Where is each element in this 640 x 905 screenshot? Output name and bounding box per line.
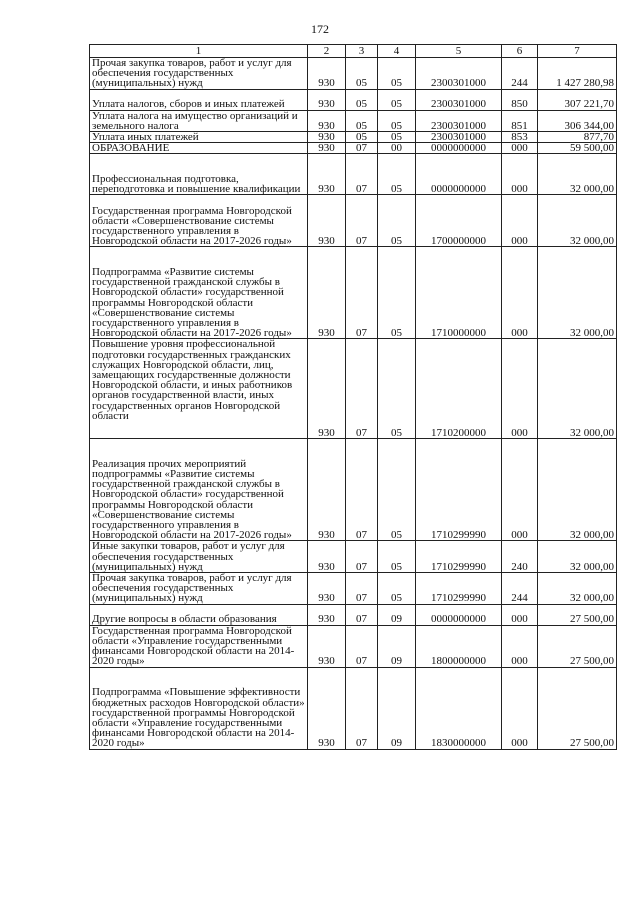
cell-target: 1710299990 bbox=[416, 439, 502, 541]
cell-section: 07 bbox=[346, 541, 378, 573]
cell-code: 930 bbox=[308, 439, 346, 541]
cell-section: 07 bbox=[346, 439, 378, 541]
row-name: Профессиональная подготовка, переподготовка и повышение квалификации bbox=[90, 154, 308, 195]
row-name: Иные закупки товаров, работ и услуг для обеспечения государственных (муниципальных) нужд bbox=[90, 541, 308, 573]
cell-target: 1700000000 bbox=[416, 195, 502, 247]
cell-type: 000 bbox=[502, 604, 538, 625]
cell-subsection: 05 bbox=[378, 132, 416, 143]
row-name: ОБРАЗОВАНИЕ bbox=[90, 143, 308, 154]
cell-type: 850 bbox=[502, 89, 538, 110]
cell-subsection: 05 bbox=[378, 541, 416, 573]
row-name: Государственная программа Новгородской области «Управление государственными финансами Новгородской области на 2014-2020 годы» bbox=[90, 625, 308, 667]
cell-section: 05 bbox=[346, 132, 378, 143]
cell-type: 000 bbox=[502, 143, 538, 154]
cell-type: 000 bbox=[502, 195, 538, 247]
cell-amount: 32 000,00 bbox=[538, 573, 617, 605]
cell-subsection: 09 bbox=[378, 604, 416, 625]
row-name: Другие вопросы в области образования bbox=[90, 604, 308, 625]
cell-amount: 307 221,70 bbox=[538, 89, 617, 110]
table-row bbox=[90, 339, 617, 439]
cell-amount: 1 427 280,98 bbox=[538, 58, 617, 90]
cell-target: 1710200000 bbox=[416, 339, 502, 439]
cell-amount: 877,70 bbox=[538, 132, 617, 143]
row-name: Реализация прочих мероприятий подпрограммы «Развитие системы государственной гражданской службы в Новгородской области» государственной программы Новгородской области «Совершенствование системы государственного управления в Новгородской области на 2017-2026 годы» bbox=[90, 439, 308, 541]
table-row bbox=[90, 110, 617, 131]
cell-subsection: 05 bbox=[378, 89, 416, 110]
cell-section: 07 bbox=[346, 247, 378, 339]
cell-section: 07 bbox=[346, 339, 378, 439]
cell-subsection: 05 bbox=[378, 195, 416, 247]
cell-target: 1800000000 bbox=[416, 625, 502, 667]
cell-type: 244 bbox=[502, 573, 538, 605]
cell-target: 0000000000 bbox=[416, 143, 502, 154]
table-row bbox=[90, 132, 617, 143]
cell-code: 930 bbox=[308, 132, 346, 143]
cell-subsection: 00 bbox=[378, 143, 416, 154]
cell-type: 851 bbox=[502, 110, 538, 131]
cell-subsection: 05 bbox=[378, 247, 416, 339]
cell-target: 2300301000 bbox=[416, 132, 502, 143]
cell-section: 07 bbox=[346, 143, 378, 154]
column-header: 3 bbox=[346, 45, 378, 58]
table-row bbox=[90, 439, 617, 541]
cell-amount: 32 000,00 bbox=[538, 339, 617, 439]
cell-subsection: 05 bbox=[378, 439, 416, 541]
row-name: Уплата налогов, сборов и иных платежей bbox=[90, 89, 308, 110]
header-row bbox=[90, 45, 617, 58]
cell-amount: 32 000,00 bbox=[538, 541, 617, 573]
table-row bbox=[90, 667, 617, 749]
cell-section: 05 bbox=[346, 89, 378, 110]
cell-section: 07 bbox=[346, 604, 378, 625]
cell-amount: 32 000,00 bbox=[538, 439, 617, 541]
cell-type: 000 bbox=[502, 247, 538, 339]
cell-section: 07 bbox=[346, 667, 378, 749]
cell-section: 07 bbox=[346, 154, 378, 195]
table-row bbox=[90, 625, 617, 667]
cell-amount: 32 000,00 bbox=[538, 154, 617, 195]
column-header: 7 bbox=[538, 45, 617, 58]
cell-code: 930 bbox=[308, 339, 346, 439]
table-row bbox=[90, 154, 617, 195]
table-row bbox=[90, 573, 617, 605]
row-name: Государственная программа Новгородской области «Совершенствование системы государственного управления в Новгородской области на 2017-2026 годы» bbox=[90, 195, 308, 247]
cell-code: 930 bbox=[308, 89, 346, 110]
column-header: 5 bbox=[416, 45, 502, 58]
cell-section: 05 bbox=[346, 58, 378, 90]
table-row bbox=[90, 195, 617, 247]
column-header: 1 bbox=[90, 45, 308, 58]
cell-target: 2300301000 bbox=[416, 89, 502, 110]
cell-code: 930 bbox=[308, 247, 346, 339]
cell-amount: 59 500,00 bbox=[538, 143, 617, 154]
cell-type: 000 bbox=[502, 667, 538, 749]
row-name: Прочая закупка товаров, работ и услуг для обеспечения государственных (муниципальных) нужд bbox=[90, 58, 308, 90]
cell-section: 07 bbox=[346, 625, 378, 667]
cell-target: 1710000000 bbox=[416, 247, 502, 339]
cell-target: 0000000000 bbox=[416, 154, 502, 195]
cell-subsection: 05 bbox=[378, 110, 416, 131]
cell-code: 930 bbox=[308, 667, 346, 749]
cell-code: 930 bbox=[308, 195, 346, 247]
cell-amount: 32 000,00 bbox=[538, 195, 617, 247]
table-row bbox=[90, 541, 617, 573]
cell-type: 000 bbox=[502, 339, 538, 439]
cell-type: 000 bbox=[502, 154, 538, 195]
budget-table bbox=[89, 44, 617, 750]
cell-section: 05 bbox=[346, 110, 378, 131]
cell-amount: 27 500,00 bbox=[538, 625, 617, 667]
cell-code: 930 bbox=[308, 541, 346, 573]
row-name: Уплата иных платежей bbox=[90, 132, 308, 143]
cell-code: 930 bbox=[308, 143, 346, 154]
table-row bbox=[90, 58, 617, 90]
cell-section: 07 bbox=[346, 573, 378, 605]
table-row bbox=[90, 604, 617, 625]
cell-subsection: 09 bbox=[378, 667, 416, 749]
cell-type: 240 bbox=[502, 541, 538, 573]
cell-target: 2300301000 bbox=[416, 110, 502, 131]
cell-type: 000 bbox=[502, 625, 538, 667]
page-number: 172 bbox=[311, 22, 329, 36]
cell-target: 0000000000 bbox=[416, 604, 502, 625]
cell-code: 930 bbox=[308, 154, 346, 195]
table-row bbox=[90, 247, 617, 339]
cell-amount: 32 000,00 bbox=[538, 247, 617, 339]
row-name: Подпрограмма «Повышение эффективности бюджетных расходов Новгородской области» государственной программы Новгородской области «Управление государственными финансами Новгородской области на 2014-2020 годы» bbox=[90, 667, 308, 749]
cell-code: 930 bbox=[308, 110, 346, 131]
cell-code: 930 bbox=[308, 573, 346, 605]
cell-amount: 27 500,00 bbox=[538, 604, 617, 625]
column-header: 4 bbox=[378, 45, 416, 58]
cell-code: 930 bbox=[308, 58, 346, 90]
cell-type: 000 bbox=[502, 439, 538, 541]
cell-target: 1710299990 bbox=[416, 541, 502, 573]
cell-subsection: 05 bbox=[378, 339, 416, 439]
cell-section: 07 bbox=[346, 195, 378, 247]
table-row bbox=[90, 143, 617, 154]
column-header: 2 bbox=[308, 45, 346, 58]
table-row bbox=[90, 89, 617, 110]
row-name: Подпрограмма «Развитие системы государственной гражданской службы в Новгородской области» государственной программы Новгородской области «Совершенствование системы государственного управления в Новгородской области на 2017-2026 годы» bbox=[90, 247, 308, 339]
cell-amount: 27 500,00 bbox=[538, 667, 617, 749]
row-name: Уплата налога на имущество организаций и земельного налога bbox=[90, 110, 308, 131]
column-header: 6 bbox=[502, 45, 538, 58]
cell-subsection: 05 bbox=[378, 154, 416, 195]
cell-type: 853 bbox=[502, 132, 538, 143]
cell-code: 930 bbox=[308, 604, 346, 625]
cell-amount: 306 344,00 bbox=[538, 110, 617, 131]
row-name: Повышение уровня профессиональной подготовки государственных гражданских служащих Новгородской области, лиц, замещающих государственные должности Новгородской области, и иных работников органов государственной власти, иных государственных органов Новгородской области bbox=[90, 339, 308, 439]
cell-target: 1710299990 bbox=[416, 573, 502, 605]
cell-type: 244 bbox=[502, 58, 538, 90]
cell-subsection: 09 bbox=[378, 625, 416, 667]
cell-subsection: 05 bbox=[378, 573, 416, 605]
row-name: Прочая закупка товаров, работ и услуг для обеспечения государственных (муниципальных) нужд bbox=[90, 573, 308, 605]
cell-subsection: 05 bbox=[378, 58, 416, 90]
cell-code: 930 bbox=[308, 625, 346, 667]
cell-target: 2300301000 bbox=[416, 58, 502, 90]
cell-target: 1830000000 bbox=[416, 667, 502, 749]
